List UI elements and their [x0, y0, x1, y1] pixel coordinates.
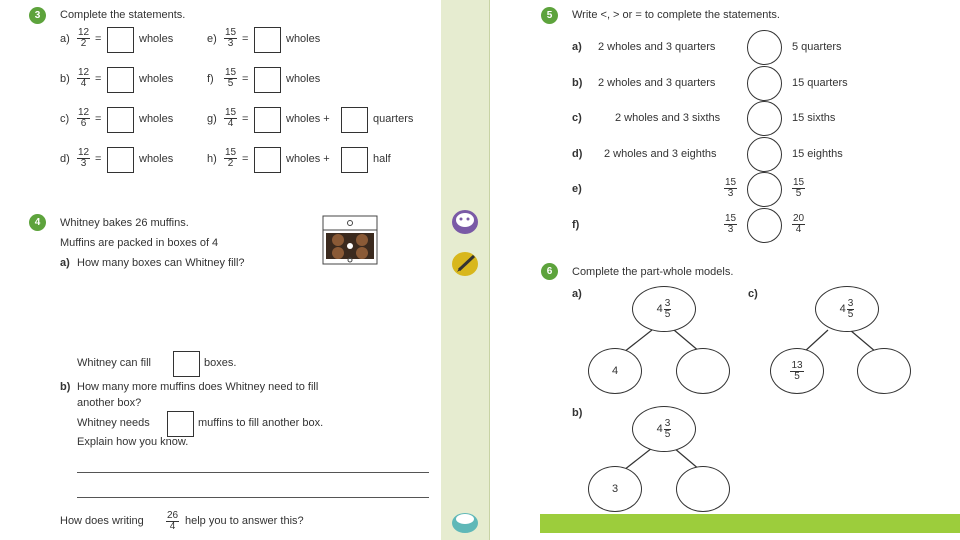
- q6b-part-circle-right[interactable]: [676, 466, 730, 512]
- q3c-fraction: $\frac{12}{6}$: [78, 107, 90, 129]
- q4b-question-line2: another box?: [77, 397, 142, 409]
- q3c-label: c): [60, 113, 70, 125]
- q4a-label: a): [60, 257, 70, 269]
- q5f-right-fraction: $\frac{20}{4}$: [793, 213, 805, 235]
- q3d-equals: =: [95, 153, 102, 165]
- model-b-left-branch: [624, 448, 652, 470]
- model-a-left-branch: [624, 330, 652, 352]
- q4-line2: Muffins are packed in boxes of 4: [60, 237, 219, 249]
- q6c-part-circle-left: $\frac{13}{5}$: [770, 348, 824, 394]
- q5c-left: 2 wholes and 3 sixths: [615, 112, 721, 124]
- q4b-label: b): [60, 381, 71, 393]
- q6c-whole-circle: 4 $\frac{3}{5}$: [815, 286, 879, 332]
- q3h-fraction: $\frac{15}{2}$: [225, 147, 237, 169]
- q6b-whole-circle: 4 $\frac{3}{5}$: [632, 406, 696, 452]
- q3c-equals: =: [95, 113, 102, 125]
- q3d-label: d): [60, 153, 70, 165]
- q3a-unit: wholes: [139, 33, 174, 45]
- q5a-right: 5 quarters: [792, 41, 842, 53]
- q3f-equals: =: [242, 73, 249, 85]
- q4a-question: How many boxes can Whitney fill?: [77, 257, 245, 269]
- q3g-unit2: quarters: [373, 113, 414, 125]
- q3h-equals: =: [242, 153, 249, 165]
- q5b-right: 15 quarters: [792, 77, 848, 89]
- q3f-fraction: $\frac{15}{5}$: [225, 67, 237, 89]
- q5e-label: e): [572, 183, 582, 195]
- q6c-part-circle-right[interactable]: [857, 348, 911, 394]
- q5e-right-fraction: $\frac{15}{5}$: [793, 177, 805, 199]
- q3h-label: h): [207, 153, 217, 165]
- q3g-unit: wholes +: [286, 113, 330, 125]
- q5f-label: f): [572, 219, 580, 231]
- q3e-unit: wholes: [286, 33, 321, 45]
- q3g-equals: =: [242, 113, 249, 125]
- q3a-fraction: $\frac{12}{2}$: [78, 27, 90, 49]
- question-3-number: 3: [29, 7, 46, 24]
- q3e-fraction: $\frac{15}{3}$: [225, 27, 237, 49]
- q3e-equals: =: [242, 33, 249, 45]
- q4-writing-fraction: $\frac{26}{4}$: [167, 510, 179, 532]
- q6b-label: b): [572, 407, 583, 419]
- q3d-fraction: $\frac{12}{3}$: [78, 147, 90, 169]
- q5a-left: 2 wholes and 3 quarters: [598, 41, 716, 53]
- q3g-label: g): [207, 113, 217, 125]
- q3b-label: b): [60, 73, 70, 85]
- q5a-label: a): [572, 41, 582, 53]
- q6a-part-circle-left: 4: [588, 348, 642, 394]
- q5b-left: 2 wholes and 3 quarters: [598, 77, 716, 89]
- q4-writing-pre: How does writing: [60, 515, 144, 527]
- q5c-right: 15 sixths: [792, 112, 836, 124]
- q3h-unit2: half: [373, 153, 391, 165]
- q4b-needs-post: muffins to fill another box.: [198, 417, 324, 429]
- q3f-label: f): [207, 73, 214, 85]
- q3a-equals: =: [95, 33, 102, 45]
- q3e-label: e): [207, 33, 217, 45]
- question-6-title: Complete the part-whole models.: [572, 266, 734, 278]
- q3h-unit: wholes +: [286, 153, 330, 165]
- q5c-label: c): [572, 112, 582, 124]
- question-5-title: Write <, > or = to complete the statements.: [572, 9, 780, 21]
- q5f-left-fraction: $\frac{15}{3}$: [725, 213, 737, 235]
- q4a-fill-post: boxes.: [204, 357, 237, 369]
- q4-line1: Whitney bakes 26 muffins.: [60, 217, 189, 229]
- q4b-question-line1: How many more muffins does Whitney need to fill: [77, 381, 319, 393]
- model-c-left-branch: [804, 330, 828, 352]
- q3d-unit: wholes: [139, 153, 174, 165]
- q3b-unit: wholes: [139, 73, 174, 85]
- q5d-label: d): [572, 148, 583, 160]
- q3c-unit: wholes: [139, 113, 174, 125]
- question-4-number: 4: [29, 214, 46, 231]
- q5e-left-fraction: $\frac{15}{3}$: [725, 177, 737, 199]
- question-6-number: 6: [541, 263, 558, 280]
- q5d-right: 15 eighths: [792, 148, 843, 160]
- q6a-part-circle-right[interactable]: [676, 348, 730, 394]
- q4b-explain: Explain how you know.: [77, 436, 189, 448]
- q3b-fraction: $\frac{12}{4}$: [78, 67, 90, 89]
- model-c-right-branch: [850, 330, 876, 352]
- q3a-label: a): [60, 33, 70, 45]
- q4b-needs-pre: Whitney needs: [77, 417, 150, 429]
- q5b-label: b): [572, 77, 583, 89]
- q4a-fill-pre: Whitney can fill: [77, 357, 151, 369]
- question-5-number: 5: [541, 7, 558, 24]
- q6c-label: c): [748, 288, 758, 300]
- q6a-whole-circle: 4 $\frac{3}{5}$: [632, 286, 696, 332]
- question-3-title: Complete the statements.: [60, 9, 186, 21]
- q5d-left: 2 wholes and 3 eighths: [604, 148, 717, 160]
- q6a-label: a): [572, 288, 582, 300]
- q3g-fraction: $\frac{15}{4}$: [225, 107, 237, 129]
- q6b-part-circle-left: 3: [588, 466, 642, 512]
- q4-writing-post: help you to answer this?: [185, 515, 304, 527]
- q3b-equals: =: [95, 73, 102, 85]
- q3f-unit: wholes: [286, 73, 321, 85]
